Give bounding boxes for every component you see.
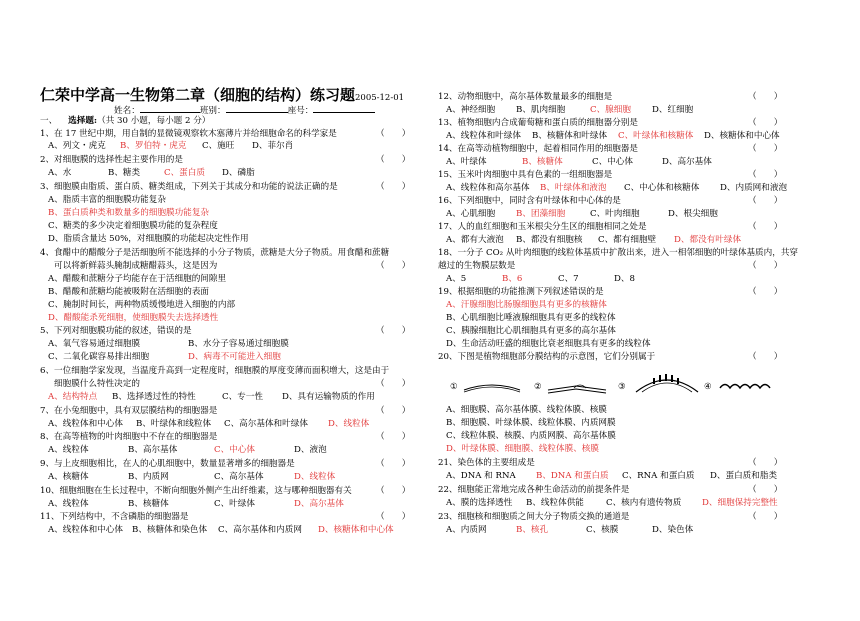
option-answer: B、DNA 和蛋白质 [536, 471, 609, 481]
q15-paren: （ ） [748, 170, 783, 180]
q15-options [446, 183, 787, 194]
option: A、线粒体和中心体 [48, 525, 123, 535]
q6-paren: （ ） [376, 379, 411, 389]
q20-option-b: B、细胞膜、叶绿体膜、线粒体膜、内质网膜 [446, 418, 616, 428]
option: A、5 [446, 274, 467, 284]
question-16: 16、下列细胞中，同时含有叶绿体和中心体的是 [438, 196, 621, 206]
option: A、核糖体 [48, 472, 89, 482]
option-answer: C、叶绿体和核糖体 [618, 131, 694, 141]
option-answer: B、核孔 [516, 525, 549, 535]
title-text: 仁荣中学高一生物第二章（细胞的结构）练习题 [40, 86, 356, 104]
q1-paren: （ ） [376, 129, 411, 139]
q14-paren: （ ） [748, 144, 783, 154]
q22-paren: （ ） [748, 485, 783, 495]
option-answer: D、高尔基体 [294, 499, 344, 509]
q2-text: 2、对细胞膜的选择性起主要作用的是 [40, 155, 183, 165]
q11-paren: （ ） [376, 512, 411, 522]
q3-text: 3、细胞膜由脂质、蛋白质、糖类组成，下列关于其成分和功能的说法正确的是 [40, 182, 338, 192]
option: B、线粒体供能 [526, 498, 584, 508]
question-6-cont: 细胞膜什么特性决定的 [54, 379, 140, 389]
question-5: 5、下列对细胞膜功能的叙述，错误的是 [40, 326, 192, 336]
q3-option-b-answer: B、蛋白质种类和数量多的细胞膜功能复杂 [48, 208, 210, 218]
option: D、核糖体和中心体 [704, 131, 780, 141]
option: B、糖类 [108, 168, 141, 178]
q18-options [446, 274, 635, 285]
option: A、心肌细胞 [446, 209, 496, 219]
q23-options [446, 525, 693, 536]
question-18: 18、一分子 CO₂ 从叶肉细胞的线粒体基质中扩散出来，进入一相邻细胞的叶绿体基质内，共穿 [438, 248, 799, 258]
question-2 [40, 155, 183, 166]
option-answer: B、团藻细胞 [516, 209, 566, 219]
name-label: 姓名： [114, 106, 140, 116]
q7-paren: （ ） [376, 406, 411, 416]
question-18-cont: 越过的生物膜层数是 [438, 261, 516, 271]
q19-option-b: B、心肌细胞比唾液腺细胞具有更多的线粒体 [446, 313, 616, 323]
option: B、水分子容易通过细胞膜 [188, 339, 289, 349]
q8-options [48, 445, 327, 456]
q5-options-ab [48, 339, 289, 350]
option: D、蛋白质和脂类 [710, 471, 778, 481]
option: A、线粒体和叶绿体 [446, 131, 521, 141]
question-1 [40, 129, 337, 140]
option: D、菲尔肖 [252, 141, 294, 151]
q3-option-a: A、脂质丰富的细胞膜功能复杂 [48, 195, 166, 205]
option: B、核糖体和染色体 [132, 525, 208, 535]
q4-option-d-answer: D、醋酸能杀死细胞，使细胞膜失去选择透性 [48, 313, 219, 323]
seat-label: 座号： [287, 106, 314, 116]
q19-option-c: C、胰腺细胞比心肌细胞具有更多的高尔基体 [446, 326, 616, 336]
q13-options [446, 131, 780, 142]
option: A、线粒体 [48, 499, 89, 509]
option: C、RNA 和蛋白质 [622, 471, 695, 481]
option: D、红细胞 [652, 105, 694, 115]
option: B、高尔基体 [128, 445, 178, 455]
question-14: 14、在高等动植物细胞中，起着相同作用的细胞器是 [438, 144, 638, 154]
question-11: 11、下列结构中，不含磷脂的细胞器是 [40, 512, 189, 522]
option: A、列文・虎克 [48, 141, 106, 151]
option-answer: B、罗伯特・虎克 [120, 141, 187, 151]
q10-options [48, 499, 344, 510]
q16-options [446, 209, 718, 220]
question-21: 21、染色体的主要组成是 [438, 458, 535, 468]
q2-paren: （ ） [376, 155, 411, 165]
option: A、水 [48, 168, 72, 178]
option-answer: D、病毒不可能进入细胞 [188, 352, 281, 362]
option: A、线粒体和高尔基体 [446, 183, 530, 193]
option: C、核内有遗传物质 [606, 498, 682, 508]
q9-paren: （ ） [376, 459, 411, 469]
option: C、高尔基体 [214, 472, 264, 482]
option: B、肌肉细胞 [516, 105, 566, 115]
q17-paren: （ ） [748, 222, 783, 232]
option: B、内质网 [128, 472, 169, 482]
q18-paren: （ ） [748, 261, 783, 271]
seat-blank [313, 104, 375, 113]
q4-paren: （ ） [376, 261, 411, 271]
q19-option-d: D、生命活动旺盛的细胞比衰老细胞具有更多的线粒体 [446, 339, 651, 349]
title-date: 2005-12-01 [355, 93, 405, 103]
membrane-2-icon [546, 380, 608, 396]
option-answer: B、叶绿体和液泡 [540, 183, 607, 193]
q8-paren: （ ） [376, 432, 411, 442]
diagram-label-3: ③ [618, 382, 626, 392]
option: A、DNA 和 RNA [446, 471, 516, 481]
option: C、专一性 [222, 392, 263, 402]
q20-paren: （ ） [748, 352, 783, 362]
q4-option-c: C、腌制时间长，两种物质缓慢地进入细胞的内部 [48, 300, 236, 310]
q16-paren: （ ） [748, 196, 783, 206]
option: D、磷脂 [222, 168, 255, 178]
question-9: 9、与上皮细胞相比，在人的心肌细胞中，数量显著增多的细胞器是 [40, 459, 295, 469]
q1-text: 1、在 17 世纪中期，用自制的显微镜观察软木塞薄片并给细胞命名的科学家是 [40, 129, 337, 139]
q1-options [48, 141, 293, 152]
option: B、核糖体 [128, 499, 169, 509]
question-13: 13、植物细胞内合成葡萄糖和蛋白质的细胞器分别是 [438, 118, 638, 128]
option: A、氧气容易通过细胞膜 [48, 339, 141, 349]
q10-paren: （ ） [376, 486, 411, 496]
q5-options-cd [48, 352, 281, 363]
q3-option-d: D、脂质含量达 50%，对细胞膜的功能起决定性作用 [48, 234, 249, 244]
q6-options [48, 392, 375, 403]
diagram-label-2: ② [534, 382, 542, 392]
option: C、叶绿体 [214, 499, 255, 509]
question-12: 12、动物细胞中，高尔基体数量最多的细胞是 [438, 92, 613, 102]
question-4: 4、食醋中的醋酸分子是活细胞所不能选择的小分子物质，蔗糖是大分子物质。用食醋和蔗糖 [40, 248, 390, 258]
option-answer: B、6 [502, 274, 523, 284]
class-blank [226, 104, 288, 113]
option: B、核糖体和叶绿体 [532, 131, 608, 141]
option-answer: A、结构特点 [48, 392, 98, 402]
option: C、都有细胞壁 [598, 235, 657, 245]
membrane-1-icon [462, 380, 522, 396]
question-15: 15、玉米叶肉细胞中具有色素的一组细胞器是 [438, 170, 613, 180]
membrane-4-icon [718, 378, 774, 394]
q19-option-a-answer: A、汗腺细胞比肠腺细胞具有更多的核糖体 [446, 300, 607, 310]
question-3 [40, 182, 338, 193]
q21-paren: （ ） [748, 458, 783, 468]
option-answer: B、核糖体 [522, 157, 563, 167]
option: C、施旺 [202, 141, 235, 151]
q22-options [446, 498, 778, 509]
question-20: 20、下图是植物细胞部分膜结构的示意图，它们分别属于 [438, 352, 656, 362]
q2-options [48, 168, 255, 179]
q5-paren: （ ） [376, 326, 411, 336]
option: C、7 [558, 274, 579, 284]
option: D、内质网和液泡 [720, 183, 788, 193]
option-answer: C、蛋白质 [164, 168, 205, 178]
page-title [40, 84, 404, 105]
option-answer: D、核糖体和中心体 [318, 525, 394, 535]
option: C、核膜 [586, 525, 619, 535]
option-answer: D、线粒体 [294, 472, 336, 482]
option: D、液泡 [294, 445, 327, 455]
q20-option-d-answer: D、叶绿体膜、细胞膜、线粒体膜、核膜 [446, 444, 599, 454]
section-note: （共 30 小题，每小题 2 分） [97, 116, 211, 126]
question-19: 19、根据细胞的功能推测下列叙述错误的是 [438, 287, 604, 297]
option: A、叶绿体 [446, 157, 487, 167]
membrane-3-icon [632, 370, 702, 398]
q3-paren: （ ） [376, 182, 411, 192]
q20-option-c: C、线粒体膜、核膜、内质网膜、高尔基体膜 [446, 431, 616, 441]
diagram-label-4: ④ [704, 382, 712, 392]
option: A、线粒体 [48, 445, 89, 455]
q19-paren: （ ） [748, 287, 783, 297]
name-blank [140, 104, 200, 113]
q13-paren: （ ） [748, 118, 783, 128]
option: C、二氧化碳容易排出细胞 [48, 352, 150, 362]
q21-options [446, 471, 777, 482]
option-answer: D、都没有叶绿体 [674, 235, 742, 245]
question-6: 6、一位细胞学家发现，当温度升高到一定程度时，细胞膜的厚度变薄而面积增大，这是由于 [40, 366, 390, 376]
option: D、8 [614, 274, 635, 284]
option: A、线粒体和中心体 [48, 419, 123, 429]
section-heading [40, 116, 210, 127]
option: D、根尖细胞 [668, 209, 718, 219]
section-title: 选择题: [68, 116, 98, 126]
option: C、高尔基体和内质网 [218, 525, 302, 535]
diagram-label-1: ① [450, 382, 458, 392]
q4-option-a: A、醋酸和蔗糖分子均能存在于活细胞的间隙里 [48, 274, 227, 284]
option-answer: C、腺细胞 [590, 105, 631, 115]
option: A、膜的选择透性 [446, 498, 513, 508]
question-23: 23、细胞核和细胞质之间大分子物质交换的通道是 [438, 512, 630, 522]
q12-paren: （ ） [748, 92, 783, 102]
option-answer: D、线粒体 [328, 419, 370, 429]
q7-options [48, 419, 369, 430]
q3-option-c: C、糖类的多少决定着细胞膜功能的复杂程度 [48, 221, 218, 231]
question-22: 22、细胞能正常地完成各种生命活动的前提条件是 [438, 485, 630, 495]
membrane-diagram [438, 376, 838, 398]
question-17: 17、人的血红细胞和玉米根尖分生区的细胞相同之处是 [438, 222, 647, 232]
option: D、高尔基体 [662, 157, 712, 167]
question-8: 8、在高等植物的叶肉细胞中不存在的细胞器是 [40, 432, 218, 442]
option: B、都没有细胞核 [516, 235, 583, 245]
option: C、叶肉细胞 [590, 209, 640, 219]
q23-paren: （ ） [748, 512, 783, 522]
question-10: 10、细胞细胞在生长过程中，不断向细胞外侧产生出纤维素，这与哪种细胞器有关 [40, 486, 352, 496]
option: D、染色体 [652, 525, 694, 535]
option: C、高尔基体和叶绿体 [224, 419, 308, 429]
option: D、具有运输物质的作用 [282, 392, 375, 402]
option: A、神经细胞 [446, 105, 496, 115]
q11-options [48, 525, 394, 536]
option: A、内质网 [446, 525, 487, 535]
class-label: 班别： [199, 106, 226, 116]
option: A、都有大液泡 [446, 235, 504, 245]
q4-option-b: B、醋酸和蔗糖均能被吸附在活细胞的表面 [48, 287, 210, 297]
option: B、选择透过性的特性 [112, 392, 196, 402]
question-4-cont: 可以将新鲜蒜头腌制成糖醋蒜头，这是因为 [54, 261, 218, 271]
q17-options [446, 235, 741, 246]
section-number: 一、 [40, 116, 58, 126]
q20-option-a: A、细胞膜、高尔基体膜、线粒体膜、核膜 [446, 405, 607, 415]
q12-options [446, 105, 693, 116]
option: C、中心体和核糖体 [624, 183, 700, 193]
question-7: 7、在小兔细胞中，具有双层膜结构的细胞器是 [40, 406, 218, 416]
option: C、中心体 [592, 157, 633, 167]
q14-options [446, 157, 712, 168]
option-answer: D、细胞保持完整性 [702, 498, 778, 508]
q9-options [48, 472, 335, 483]
option: B、叶绿体和线粒体 [136, 419, 212, 429]
option-answer: C、中心体 [214, 445, 255, 455]
